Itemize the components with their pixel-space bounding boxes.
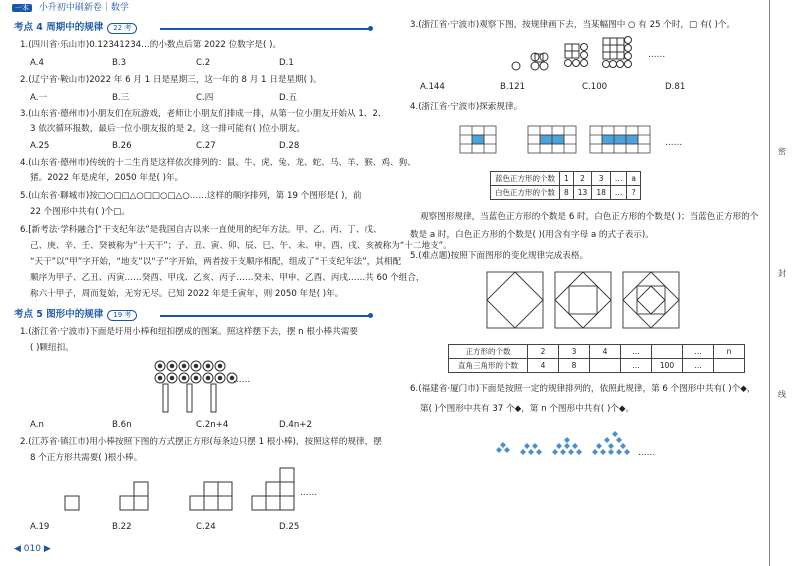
table-row: 正方形的个数 2 3 4 … … n [449, 345, 745, 359]
q1-option-c[interactable]: C.2 [196, 58, 211, 68]
seal-label: 密 [778, 147, 786, 156]
table-row: 白色正方形的个数 8 13 18 … ? [491, 186, 641, 200]
header-title: 小升初中刷新卷｜数学 [38, 3, 129, 13]
shape-question-2-line-1: 2.(江苏省·镇江市)用小棒按照下图的方式摆正方形(每条边只摆 1 根小棒)，按照这样的规律，摆 [20, 437, 382, 447]
section-4-title: 考点 4 周期中的规律 22 考 [14, 22, 137, 34]
p1-option-a[interactable]: A.n [30, 420, 44, 430]
question-6-line-2: 己、庚、辛、壬、癸被称为“十天干”；子、丑、寅、卯、辰、巳、午、未、申、酉、戌、亥被称为“十二地支”。 [30, 241, 452, 251]
divider [160, 28, 370, 30]
shape-question-1-line-2: ( )颗纽扣。 [30, 343, 74, 353]
button-group [155, 361, 237, 383]
p2-option-b[interactable]: B.22 [112, 522, 132, 532]
question-2: 2.(辽宁省·鞍山市)2022 年 6 月 1 日是星期三，这一年的 8 月 1 日是星期( )。 [20, 75, 322, 85]
matchstick-squares-figure [65, 470, 305, 515]
q1-option-d[interactable]: D.1 [279, 58, 294, 68]
question-6-line-4: 顺序为甲子、乙丑、丙寅……癸酉、甲戌、乙亥、丙子……癸未、甲申、乙酉、丙戌……共 60 个组合， [30, 273, 425, 283]
binding-margin [769, 0, 800, 566]
q2-option-c[interactable]: C.四 [196, 93, 214, 103]
question-4-line-2: 猪。2022 年是虎年，2050 年是( )年。 [30, 173, 184, 183]
q3-option-d[interactable]: D.28 [279, 141, 300, 151]
section-5-title: 考点 5 图形中的规律 19 考 [14, 309, 137, 321]
q2-option-a[interactable]: A.一 [30, 93, 48, 103]
seal-label: 线 [778, 390, 786, 399]
shape-question-5: 5.(难点题)按照下面图形的变化规律完成表格。 [410, 251, 589, 261]
section-4-badge: 22 考 [107, 23, 137, 34]
squares-table [490, 171, 641, 200]
q1-option-a[interactable]: A.4 [30, 58, 44, 68]
r3-option-a[interactable]: A.144 [420, 82, 445, 92]
r3-option-b[interactable]: B.121 [500, 82, 526, 92]
question-5-line-2: 22 个图形中共有( )个□。 [30, 207, 130, 217]
question-3-line-2: 3 依次循环报数，最后一位小朋友报的是 2。这一排可能有( )位小朋友。 [30, 124, 306, 134]
divider-dot [368, 26, 373, 31]
shape-question-4: 4.(浙江省·宁波市)探索规律。 [410, 102, 523, 112]
blue-white-squares-figure [460, 124, 683, 158]
question-6-line-1: 6.[新考法·学科融合]“干支纪年法”是我国自古以来一直使用的纪年方法。甲、乙、丙、丁、戊、 [20, 225, 382, 235]
p2-option-a[interactable]: A.19 [30, 522, 50, 532]
q3-option-a[interactable]: A.25 [30, 141, 50, 151]
p2-option-c[interactable]: C.24 [196, 522, 216, 532]
p2-option-d[interactable]: D.25 [279, 522, 300, 532]
p1-option-b[interactable]: B.6n [112, 420, 132, 430]
question-5-line-1: 5.(山东省·聊城市)按□○□□△○□□○□△○……这样的顺序排列，第 19 个图形是( )，前 [20, 191, 362, 201]
divider-dot [368, 313, 373, 318]
shape-question-1-line-1: 1.(浙江省·宁波市)下面是圩用小棒和纽扣摆成的图案。照这样摆下去，摆 n 根小棒共需要 [20, 327, 358, 337]
r3-option-d[interactable]: D.81 [665, 82, 686, 92]
ellipsis: …… [233, 375, 251, 385]
p1-option-d[interactable]: D.4n+2 [279, 420, 312, 430]
shape-question-6-line-2: 第( )个图形中共有 37 个◆，第 n 个图形中共有( )个◆。 [420, 404, 635, 414]
divider [160, 315, 370, 317]
shape-question-3: 3.(浙江省·宁波市)观察下图，按规律画下去，当某幅图中 ○ 有 25 个时，□ 有( )个。 [410, 20, 736, 30]
circles-squares-figure [505, 36, 665, 74]
q1-option-b[interactable]: B.3 [112, 58, 127, 68]
question-4-line-1: 4.(山东省·德州市)传统的十二生肖是这样依次排列的：鼠、牛、虎、兔、龙、蛇、马、羊、猴、鸡、狗、 [20, 158, 416, 168]
question-6-line-5: 称六十甲子，周而复始，无穷无尽。已知 2022 年是壬寅年，则 2050 年是( )年。 [30, 289, 344, 299]
series-tag: 一本 [12, 4, 32, 12]
sticks-buttons-figure [150, 360, 260, 415]
page-number: ◀ 010 ▶ [14, 544, 51, 554]
shape-question-2-line-2: 8 个正方形共需要( )根小棒。 [30, 453, 143, 463]
ellipsis: …… [665, 138, 683, 148]
triangles-table [448, 344, 745, 373]
question-1: 1.(四川省·乐山市)0.12341234…的小数点后第 2022 位数字是( )。 [20, 40, 282, 50]
page-header [12, 3, 129, 14]
p1-option-c[interactable]: C.2n+4 [196, 420, 229, 430]
question-3-line-1: 3.(山东省·德州市)小朋友们在玩游戏，老师让小朋友们排成一排，从第一位小朋友开始从 1、2、 [20, 109, 387, 119]
shape-question-6-line-1: 6.(福建省·厦门市)下面是按照一定的规律排列的，依照此规律，第 6 个图形中共有( )个◆， [410, 384, 756, 394]
seal-label: 封 [778, 269, 786, 278]
shape-question-4-text-1: 观察图形规律，当蓝色正方形的个数是 6 时，白色正方形的个数是( )；当蓝色正方形的个 [420, 212, 759, 222]
ellipsis: …… [638, 448, 656, 458]
diamond-pattern-figure [492, 430, 642, 462]
ellipsis: …… [648, 50, 666, 60]
q2-option-d[interactable]: D.五 [279, 93, 297, 103]
section-5-badge: 19 考 [107, 310, 137, 321]
table-row: 直角三角形的个数 4 8 … 100 … [449, 359, 745, 373]
table-row: 蓝色正方形的个数 1 2 3 … a [491, 172, 641, 186]
question-6-line-3: “天干”以“甲”字开始，“地支”以“子”字开始，两者按干支顺序相配，组成了“干支纪年法”，其相配 [30, 257, 402, 267]
nested-squares-figure [487, 270, 687, 330]
q3-option-c[interactable]: C.27 [196, 141, 216, 151]
r3-option-c[interactable]: C.100 [582, 82, 608, 92]
q3-option-b[interactable]: B.26 [112, 141, 132, 151]
shape-question-4-text-2: 数是 a 时，白色正方形的个数是( )(用含有字母 a 的式子表示)。 [410, 230, 654, 240]
ellipsis: …… [300, 488, 318, 498]
q2-option-b[interactable]: B.三 [112, 93, 130, 103]
